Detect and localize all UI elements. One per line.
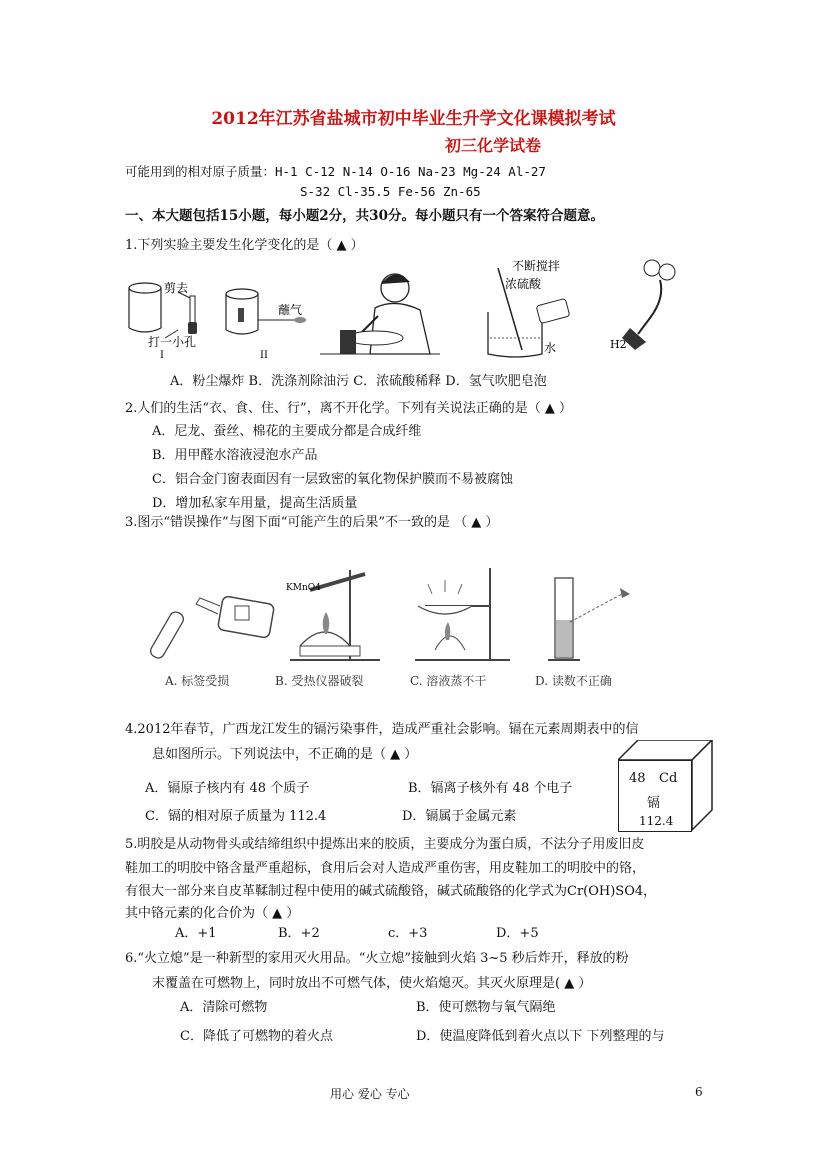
exam-subtitle: 初三化学试卷 [445, 136, 542, 155]
q3-caption-d: D. 读数不正确 [535, 674, 612, 688]
q3-label-kmno4: KMnO4 [286, 583, 321, 593]
q1-label-hole: 打一小孔 [148, 335, 197, 349]
q5-line-1: 5.明胶是从动物骨头或结缔组织中提炼出来的胶质，主要成分为蛋白质，不法分子用废旧皮 [125, 837, 645, 852]
q5-option-c: c．+3 [388, 926, 428, 941]
q1-label-h2: H2 [610, 338, 627, 351]
evaporation-figure [415, 568, 510, 660]
pouring-bottle-figure [150, 596, 275, 660]
q1-label-roman-2: II [260, 350, 268, 361]
q3-caption-a: A. 标签受损 [165, 674, 230, 688]
q1-label-stir: 不断搅拌 [512, 259, 561, 273]
washing-person-figure [320, 274, 440, 354]
q3-caption-b: B. 受热仪器破裂 [275, 674, 364, 688]
q6-option-a: A．清除可燃物 [180, 1000, 268, 1015]
q3-figures [150, 560, 650, 668]
q2-option-c: C．铝合金门窗表面因有一层致密的氧化物保护膜而不易被腐蚀 [152, 472, 513, 487]
q5-line-3: 有很大一部分来自皮革鞣制过程中使用的碱式硫酸铬，碱式硫酸铬的化学式为Cr(OH)SO4， [125, 884, 657, 899]
q1-stem: 1.下列实验主要发生化学变化的是（ ▲ ） [125, 238, 364, 253]
q4-option-c: C．镉的相对原子质量为 112.4 [145, 809, 327, 824]
q4-line-1: 4.2012年春节，广西龙江发生的镉污染事件，造成严重社会影响。镉在元素周期表中的信 [125, 722, 639, 737]
q5-line-2: 鞋加工的明胶中铬含量严重超标，食用后会对人造成严重伤害，用皮鞋加工的明胶中的铬， [125, 861, 646, 876]
q4-option-b: B．镉离子核外有 48 个电子 [408, 781, 573, 796]
q2-option-b: B．用甲醛水溶液浸泡水产品 [152, 448, 318, 463]
q6-option-b: B．使可燃物与氧气隔绝 [416, 1000, 556, 1015]
q6-option-d: D．使温度降低到着火点以下 下列整理的与 [416, 1029, 665, 1044]
q1-label-acid: 浓硫酸 [505, 277, 542, 291]
q2-option-d: D．增加私家车用量，提高生活质量 [152, 496, 358, 511]
q1-options: A．粉尘爆炸 B．洗涤剂除油污 C．浓硫酸稀释 D．氢气吹肥皂泡 [170, 374, 547, 389]
atomic-mass-line-2: S-32 Cl-35.5 Fe-56 Zn-65 [300, 184, 481, 199]
q1-figures [120, 258, 680, 366]
exam-title: 2012年江苏省盐城市初中毕业生升学文化课模拟考试 [211, 109, 616, 129]
graduated-cylinder-figure [548, 578, 630, 660]
q2-stem: 2.人们的生活“衣、食、住、行”，离不开化学。下列有关说法正确的是（ ▲ ） [125, 401, 572, 416]
footer-motto: 用心 爱心 专心 [330, 1087, 410, 1101]
q4-option-d: D．镉属于金属元素 [402, 809, 517, 824]
q5-option-d: D．+5 [496, 926, 539, 941]
q1-label-water: 水 [544, 341, 557, 355]
q5-option-b: B．+2 [278, 926, 320, 941]
hydrogen-bubbles-figure [622, 260, 675, 350]
element-mass: 112.4 [639, 814, 674, 828]
q5-option-a: A．+1 [175, 926, 217, 941]
q1-label-roman-1: I [160, 350, 164, 361]
q1-label-cut: 剪去 [164, 281, 189, 295]
q3-stem: 3.图示“错误操作”与图下面“可能产生的后果”不一致的是 （ ▲ ） [125, 515, 499, 530]
q6-line-2: 末覆盖在可燃物上，同时放出不可燃气体，使火焰熄灭。其灭火原理是( ▲ ） [152, 976, 592, 991]
q6-line-1: 6.“火立熄”是一种新型的家用灭火用品。“火立熄”接触到火焰 3~5 秒后炸开，释放的粉 [125, 951, 629, 966]
q4-line-2: 息如图所示。下列说法中，不正确的是（ ▲ ） [152, 747, 418, 762]
element-name: 镉 [647, 796, 661, 811]
atomic-mass-line-1: 可能用到的相对原子质量：H-1 C-12 N-14 O-16 Na-23 Mg-24 Al-27 [125, 164, 546, 179]
section-heading: 一、本大题包括15小题，每小题2分，共30分。每小题只有一个答案符合题意。 [125, 208, 604, 224]
q5-line-4: 其中铬元素的化合价为（ ▲ ） [125, 906, 300, 921]
q6-option-c: C．降低了可燃物的着火点 [180, 1029, 333, 1044]
q4-option-a: A．镉原子核内有 48 个质子 [145, 781, 310, 796]
element-number: 48 [629, 771, 646, 786]
q2-option-a: A．尼龙、蚕丝、棉花的主要成分都是合成纤维 [152, 424, 422, 439]
cadmium-element-card [618, 760, 692, 832]
q3-caption-c: C. 溶液蒸不干 [410, 674, 487, 688]
page-number: 6 [695, 1085, 703, 1099]
element-symbol: Cd [659, 771, 678, 786]
q1-label-steam: 蘸气 [278, 303, 303, 317]
